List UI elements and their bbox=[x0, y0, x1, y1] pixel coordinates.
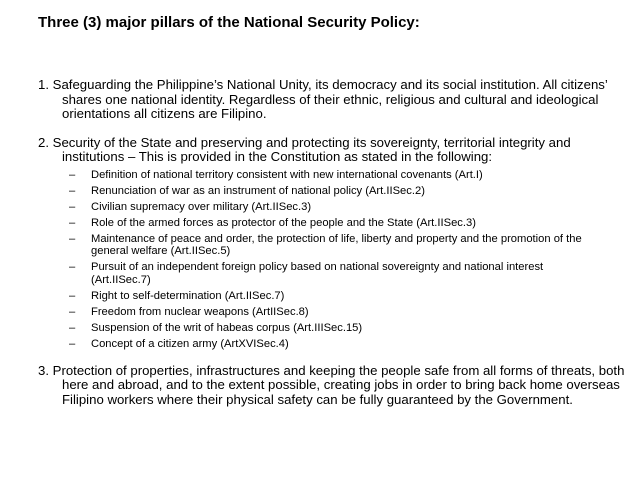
dash-bullet: – bbox=[69, 290, 76, 303]
dash-bullet: – bbox=[69, 232, 76, 245]
provision-text: Civilian supremacy over military (Art.IISec.3) bbox=[91, 200, 312, 213]
slide-title: Three (3) major pillars of the National Security Policy: bbox=[38, 14, 420, 31]
dash-bullet: – bbox=[69, 168, 76, 181]
provision-text: Renunciation of war as an instrument of national policy (Art.IISec.2) bbox=[91, 184, 425, 197]
dash-bullet: – bbox=[69, 338, 76, 351]
list-item bbox=[38, 217, 591, 230]
list-item bbox=[38, 261, 591, 286]
pillar-2: 2. Security of the State and preserving and protecting its sovereignty, territorial integrity and institutions – This is provided in the Constitution as stated in the following: bbox=[38, 134, 571, 164]
list-item bbox=[38, 185, 591, 198]
provision-text: Role of the armed forces as protector of the people and the State (Art.IISec.3) bbox=[91, 216, 476, 229]
dash-bullet: – bbox=[69, 184, 76, 197]
list-item bbox=[38, 233, 591, 258]
provision-text: Freedom from nuclear weapons (ArtIISec.8) bbox=[91, 306, 309, 319]
dash-bullet: – bbox=[69, 322, 76, 335]
provision-text: Definition of national territory consistent with new international covenants (Art.I) bbox=[91, 168, 483, 181]
provision-text: Concept of a citizen army (ArtXVISec.4) bbox=[91, 338, 289, 351]
dash-bullet: – bbox=[69, 200, 76, 213]
list-item bbox=[38, 338, 591, 351]
provision-text: Maintenance of peace and order, the protection of life, liberty and property and the promotion of the general welfare (Art.IISec.5) bbox=[91, 232, 582, 258]
slide-content bbox=[38, 78, 628, 421]
provision-text: Suspension of the writ of habeas corpus (Art.IIISec.15) bbox=[91, 322, 363, 335]
constitutional-provisions-list bbox=[38, 169, 628, 351]
pillar-1: 1. Safeguarding the Philippine’s National Unity, its democracy and its social institution. All citizens’ shares one national identity. Regardless of their ethnic, religious and cultural and ideological orientations all citizens are Filipino. bbox=[38, 77, 608, 121]
list-item bbox=[38, 290, 591, 303]
provision-text: Pursuit of an independent foreign policy based on national sovereignty and national interest (Art.IISec.7) bbox=[91, 261, 544, 286]
provision-text: Right to self-determination (Art.IISec.7) bbox=[91, 290, 285, 303]
list-item bbox=[38, 169, 591, 182]
dash-bullet: – bbox=[69, 216, 76, 229]
list-item bbox=[38, 201, 591, 214]
dash-bullet: – bbox=[69, 261, 76, 274]
pillar-3: 3. Protection of properties, infrastructures and keeping the people safe from all forms of threats, both here and abroad, and to the extent possible, creating jobs in order to bring back home overseas Filipino workers where their physical safety can be fully guaranteed by the Government. bbox=[38, 362, 625, 407]
list-item bbox=[38, 306, 591, 319]
list-item bbox=[38, 322, 591, 335]
dash-bullet: – bbox=[69, 306, 76, 319]
